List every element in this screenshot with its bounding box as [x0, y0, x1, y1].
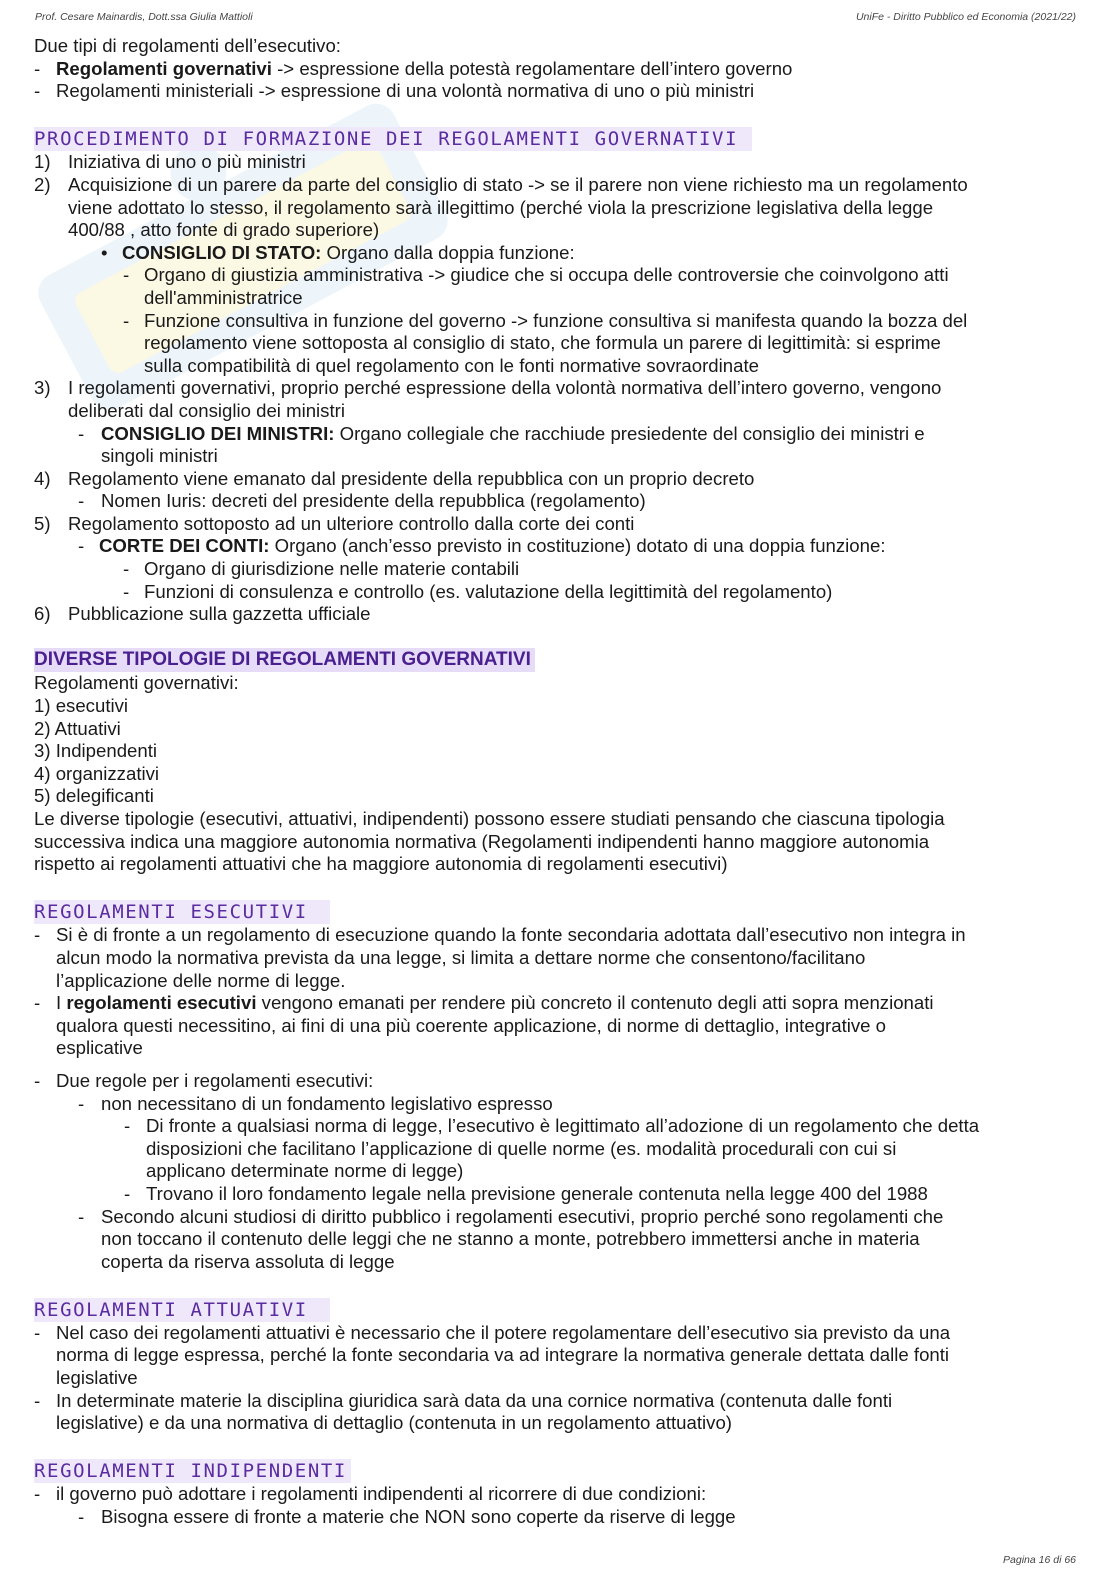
spacer	[34, 626, 1078, 649]
item-text: l’applicazione delle norme di legge.	[56, 969, 346, 991]
step-text: Iniziativa di uno o più ministri	[68, 151, 306, 173]
step-1	[34, 151, 1078, 174]
spacer	[34, 1435, 1078, 1458]
item-text: regolamento viene sottoposta al consiglio di stato, che formula un parere di legittimità: si esprime	[144, 332, 941, 354]
spacer	[34, 103, 1078, 126]
item-text: non toccano il contenuto delle leggi che ne stanno a monte, potrebbero immettersi anche in materia	[101, 1228, 920, 1250]
step-number: 1)	[34, 151, 51, 173]
bold-term: CONSIGLIO DEI MINISTRI:	[101, 422, 335, 444]
paragraph: rispetto ai regolamenti attuativi che ha maggiore autonomia di regolamenti esecutivi)	[34, 853, 728, 875]
item-text: alcun modo la normativa prevista da una legge, si limita a dettare norme che consentono/facilitano	[56, 946, 866, 968]
bold-term: CONSIGLIO DI STATO:	[122, 241, 322, 263]
step-text: I regolamenti governativi, proprio perché espressione della volontà normativa dell’intero governo, vengono	[68, 377, 942, 399]
list-item: - Nomen Iuris: decreti del presidente della repubblica (regolamento)	[78, 490, 646, 512]
step-3	[34, 377, 1078, 400]
item-text: qualora questi necessitino, ai fini di una più coerente applicazione, di norme di dettaglio, integrative o	[56, 1014, 887, 1036]
paragraph: Le diverse tipologie (esecutivi, attuativi, indipendenti) possono essere studiati pensando che ciascuna tipologia	[34, 808, 945, 829]
list-item: 2) Attuativi	[34, 717, 121, 739]
step-number: 4)	[34, 467, 51, 489]
paragraph: Regolamenti governativi:	[34, 672, 239, 694]
item-text: Bisogna essere di fronte a materie che NON sono coperte da riserve di legge	[101, 1506, 736, 1528]
paragraph: successiva indica una maggiore autonomia normativa (Regolamenti indipendenti hanno maggiore autonomia	[34, 830, 930, 852]
item-text: vengono emanati per rendere più concreto il contenuto degli atti sopra menzionati	[256, 992, 934, 1014]
spacer	[34, 1273, 1078, 1296]
step-number: 2)	[34, 173, 51, 195]
step-number: 6)	[34, 603, 51, 625]
list-item: - Funzioni di consulenza e controllo (es. valutazione della legittimità del regolamento)	[123, 580, 833, 602]
item-text: esplicative	[56, 1037, 143, 1059]
item-text: dell'amministratrice	[144, 286, 303, 308]
section-heading-procedimento: PROCEDIMENTO DI FORMAZIONE DEI REGOLAMENTI GOVERNATIVI	[34, 127, 752, 151]
item-text: Organo di giurisdizione nelle materie contabili	[144, 558, 520, 580]
list-item: - Si è di fronte a un regolamento di esecuzione quando la fonte secondaria adottata dall’esecutivo non integra in	[34, 924, 1078, 947]
step-text: Acquisizione di un parere da parte del consiglio di stato -> se il parere non viene richiesto ma un regolamento	[68, 173, 968, 195]
item-text: non necessitano di un fondamento legislativo espresso	[101, 1092, 553, 1114]
list-item: - CONSIGLIO DEI MINISTRI: Organo collegiale che racchiude presiedente del consiglio dei ministri e	[78, 422, 925, 444]
list-item: - Di fronte a qualsiasi norma di legge, l’esecutivo è legittimato all’adozione di un regolamento che detta	[124, 1115, 980, 1137]
spacer	[34, 876, 1078, 899]
step-text: Regolamento viene emanato dal presidente della repubblica con un proprio decreto	[68, 467, 755, 489]
item-text: applicano determinate norme di legge)	[146, 1160, 464, 1182]
item-text: sulla compatibilità di quel regolamento con le fonti normative sovraordinate	[144, 354, 759, 376]
item-text: Organo di giustizia amministrativa -> giudice che si occupa delle controversie che coinvolgono atti	[144, 264, 949, 286]
list-item: 3) Indipendenti	[34, 740, 158, 762]
step-5	[34, 513, 1078, 536]
step-text: viene adottato lo stesso, il regolamento sarà illegittimo (perché viola la prescrizione legislativa della legge	[68, 196, 934, 218]
list-item	[34, 992, 1078, 1015]
step-2	[34, 174, 1078, 197]
item-text: disposizioni che facilitano l’applicazione di quelle norme (es. modalità procedurali con cui si	[146, 1137, 897, 1159]
section-heading-indipendenti: REGOLAMENTI INDIPENDENTI	[34, 1459, 351, 1483]
list-item: - Bisogna essere di fronte a materie che NON sono coperte da riserve di legge	[78, 1506, 736, 1528]
step-number: 3)	[34, 377, 51, 399]
bullet-consiglio-stato	[34, 242, 1078, 265]
list-item: - CORTE DEI CONTI: Organo (anch’esso previsto in costituzione) dotato di una doppia funzione:	[78, 535, 886, 557]
step-4	[34, 468, 1078, 491]
list-item: - il governo può adottare i regolamenti indipendenti al ricorrere di due condizioni:	[34, 1483, 1078, 1506]
list-item: 1) esecutivi	[34, 695, 129, 717]
item-text: legislative	[56, 1367, 138, 1389]
item-text: Trovano il loro fondamento legale nella previsione generale contenuta nella legge 400 del 1988	[146, 1182, 928, 1204]
step-text: Pubblicazione sulla gazzetta ufficiale	[68, 603, 371, 625]
item-text: Funzione consultiva in funzione del governo -> funzione consultiva si manifesta quando la bozza del	[144, 309, 968, 331]
item-text: Funzioni di consulenza e controllo (es. valutazione della legittimità del regolamento)	[144, 580, 833, 602]
list-item: - Regolamenti ministeriali -> espressione di una volontà normativa di uno o più ministri	[34, 80, 1078, 103]
list-item: - In determinate materie la disciplina giuridica sarà data da una cornice normativa (contenuta dalle fonti	[34, 1390, 1078, 1413]
item-text: singoli ministri	[101, 445, 218, 467]
bold-term: regolamenti esecutivi	[66, 992, 257, 1014]
bold-term: CORTE DEI CONTI:	[99, 535, 270, 557]
list-item: - Due regole per i regolamenti esecutivi:	[34, 1070, 1078, 1093]
list-item: - non necessitano di un fondamento legislativo espresso	[78, 1092, 553, 1114]
item-text: Organo (anch’esso previsto in costituzione) dotato di una doppia funzione:	[269, 535, 886, 557]
step-text: Regolamento sottoposto ad un ulteriore controllo dalla corte dei conti	[68, 512, 635, 534]
step-text: 400/88 , atto fonte di grado superiore)	[68, 219, 380, 241]
intro-title: Due tipi di regolamenti dell’esecutivo:	[34, 35, 341, 56]
list-item: - Secondo alcuni studiosi di diritto pubblico i regolamenti esecutivi, proprio perché sono regolamenti che	[78, 1205, 944, 1227]
list-item: - Organo di giurisdizione nelle materie contabili	[123, 558, 520, 580]
step-6	[34, 603, 1078, 626]
item-text: -> espressione della potestà regolamentare dell’intero governo	[271, 57, 793, 79]
header-course: UniFe - Diritto Pubblico ed Economia (2021/22)	[855, 11, 1076, 23]
document-body	[34, 35, 1078, 1529]
list-item	[34, 58, 1078, 81]
item-text: Secondo alcuni studiosi di diritto pubblico i regolamenti esecutivi, proprio perché sono regolamenti che	[101, 1205, 944, 1227]
spacer	[34, 1060, 1078, 1070]
list-item: - Nel caso dei regolamenti attuativi è necessario che il potere regolamentare dell’esecutivo sia previsto da una	[34, 1322, 1078, 1345]
item-text: I	[56, 992, 67, 1014]
list-item: - Funzione consultiva in funzione del governo -> funzione consultiva si manifesta quando la bozza del	[123, 309, 968, 331]
item-text: Organo collegiale che racchiude presiedente del consiglio dei ministri e	[334, 422, 925, 444]
item-text: Nomen Iuris: decreti del presidente della repubblica (regolamento)	[101, 490, 646, 512]
item-text: coperta da riserva assoluta di legge	[101, 1250, 395, 1272]
item-text: legislative) e da una normativa di dettaglio (contenuta in un regolamento attuativo)	[56, 1412, 732, 1434]
step-text: deliberati dal consiglio dei ministri	[68, 399, 345, 421]
section-heading-esecutivi: REGOLAMENTI ESECUTIVI	[34, 900, 330, 924]
item-text: norma di legge espressa, perché la fonte secondaria va ad integrare la normativa generale dettata dalle fonti	[56, 1344, 950, 1366]
section-heading-tipologie: DIVERSE TIPOLOGIE DI REGOLAMENTI GOVERNATIVI	[34, 648, 535, 672]
section-heading-attuativi: REGOLAMENTI ATTUATIVI	[34, 1298, 330, 1322]
bold-term: Regolamenti governativi	[56, 57, 272, 79]
list-item: - Trovano il loro fondamento legale nella previsione generale contenuta nella legge 400 del 1988	[124, 1182, 928, 1204]
list-item: 5) delegificanti	[34, 785, 154, 807]
item-text: Organo dalla doppia funzione:	[321, 241, 575, 263]
list-item: 4) organizzativi	[34, 762, 160, 784]
page-number: Pagina 16 di 66	[1003, 1554, 1076, 1566]
list-item: - Organo di giustizia amministrativa -> giudice che si occupa delle controversie che coinvolgono atti	[123, 264, 949, 286]
header-author: Prof. Cesare Mainardis, Dott.ssa Giulia Mattioli	[35, 11, 253, 23]
step-number: 5)	[34, 512, 51, 534]
item-text: Di fronte a qualsiasi norma di legge, l’esecutivo è legittimato all’adozione di un regolamento che detta	[146, 1115, 980, 1137]
